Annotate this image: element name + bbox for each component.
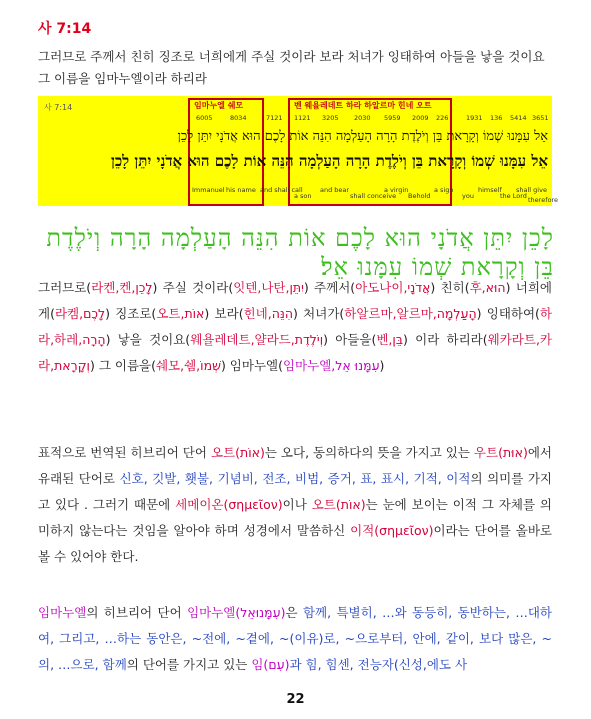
word-breakdown-paragraph [38, 275, 552, 379]
text: 은 [285, 605, 303, 620]
interlinear-hebrew-large: אֵל עִמָּנוּ שְׁמוֹ וְקָרָאת בֵּן וְיֹלֶדֶת הָרָה הָעַלְמָה הִנֵּה אוֹת לָכֶם הוּא אֲדֹנָי יִתֵּן לָכֵן [111, 152, 548, 170]
verse-korean-text: 그러므로 주께서 친히 징조로 너희에게 주실 것이라 보라 처녀가 잉태하여 아들을 낳을 것이요 그 이름을 임마누엘이라 하리라 [38, 49, 545, 86]
term: 벤,בֵּן [376, 332, 404, 347]
text: ) 잉태하여( [476, 306, 540, 321]
gloss: a son [294, 192, 312, 200]
text: ) 아들을( [323, 332, 377, 347]
text: ) 임마누엘( [220, 358, 283, 373]
strong-number: 7121 [266, 114, 283, 122]
strong-number: 2030 [354, 114, 371, 122]
strong-number: 5414 [510, 114, 527, 122]
term: 우트(אוּת) [473, 445, 528, 460]
term: 아도나이,אֲדֹנָי [355, 280, 431, 295]
term: 임마누엘,עִמָּנוּ אֵל [282, 358, 380, 373]
interlinear-ref: 사 7:14 [44, 103, 73, 112]
term: 이적(σημεῖον) [350, 523, 434, 538]
term: 오트(אוֹת) [210, 445, 265, 460]
strong-number: 226 [436, 114, 449, 122]
immanuel-paragraph [38, 600, 552, 678]
strong-number: 1931 [466, 114, 483, 122]
meaning-list: 신호, 깃발, 횃불, 기념비, 전조, 비범, 증거, 표, 표시, 기적, 이적 [119, 471, 471, 486]
text: ) 낳을 것이요( [105, 332, 191, 347]
term: 하라,하레,הָרָה [38, 306, 552, 347]
gloss: a virgin [384, 186, 409, 194]
gloss: you [462, 192, 474, 200]
strong-number: 8034 [230, 114, 247, 122]
gloss: the Lord [500, 192, 527, 200]
text: ) 주실 것이라( [152, 280, 234, 295]
text: ) 보라( [204, 306, 244, 321]
text: 는 눈에 보이는 이적 그 자체를 의미하지 않는다는 것임을 알아야 하며 성경에서 말씀하신 [38, 497, 552, 538]
strong-number: 5959 [384, 114, 401, 122]
meaning-list: 과 힘, 힘센, 전능자(신성,에도 사 [289, 657, 468, 672]
term: 라켐,לָכֶם [54, 306, 106, 321]
term: 세메이온(σημεῖον) [175, 497, 283, 512]
gloss: therefore [528, 196, 558, 204]
strong-number: 6005 [196, 114, 213, 122]
gloss: shall give [516, 186, 547, 194]
name-box-label: 임마누엘 쉐모 [194, 101, 244, 110]
strong-number: 2009 [412, 114, 429, 122]
text: 표적으로 번역된 히브리어 단어 [38, 445, 211, 460]
text: 그러므로( [38, 280, 92, 295]
term: 하알르마,알르마,הָעַלְמָה [344, 306, 477, 321]
verse-reference: 사 7:14 [38, 21, 92, 37]
strong-number: 3205 [322, 114, 339, 122]
gloss: his name [226, 186, 256, 194]
text: 이라는 단어를 올바로 볼 수 있어야 한다. [38, 523, 552, 564]
term: 힌네,הִנֵּה [243, 306, 294, 321]
meaning-list: 함께, 특별히, …와 동등히, 동반하는, …대하여, 그리고, …하는 동안은, ~전에, ~곁에, ~(이유)로, ~으로부터, 안에, 같이, 보다 많은, ~의, …으로, 함께 [38, 605, 552, 672]
strong-number: 3651 [532, 114, 549, 122]
strong-number: 1121 [294, 114, 311, 122]
text: ) 친히( [430, 280, 470, 295]
gloss: and shall call [260, 186, 303, 194]
strong-number: 136 [490, 114, 503, 122]
gloss: himself [478, 186, 502, 194]
term: 웨카라트,카라,וְקָרָאת [38, 332, 552, 373]
text: ) 징조로( [105, 306, 157, 321]
hebrew-verse: לָכֵן יִתֵּן אֲדֹנָי הוּא לָכֶם אוֹת הִנֵּה הָעַלְמָה הָרָה וְיֹלֶדֶת בֵּן וְקָרָאת שְׁמוֹ עִמָּנוּ אֵל׃ [46, 224, 554, 281]
text: ) 처녀가( [293, 306, 345, 321]
gloss: and bear [320, 186, 350, 194]
term: 임마누엘(עִמָּנוּאֵל) [187, 605, 286, 620]
gloss: shall conceive [350, 192, 397, 200]
gloss: Immanuel [192, 186, 225, 194]
term: 쉐모,쉠,שְׁמוֹ [155, 358, 221, 373]
text: 에서 유래된 단어로 [38, 445, 552, 486]
term: 임마누엘 [38, 605, 87, 620]
text: 이나 [282, 497, 312, 512]
term: 오트,אוֹת [156, 306, 205, 321]
term: 웨욜레데트,얄라드,וְיֹלֶדֶת [190, 332, 324, 347]
text: ) 그 이름을( [89, 358, 156, 373]
interlinear-hebrew: אֵל עִמָּנוּ שְׁמוֹ וְקָרָאת בֵּן וְיֹלֶדֶת הָרָה הָעַלְמָה הִנֵּה אוֹת לָכֶם הוּא אֲדֹנָי יִתֵּן לָכֵן [177, 129, 548, 144]
text: ) [379, 358, 385, 373]
gloss: a sign [434, 186, 454, 194]
term: 임(עִם) [251, 657, 290, 672]
gloss: Behold [408, 192, 431, 200]
interlinear-table [38, 96, 558, 206]
term: 라켄,켄,לָכֵן [91, 280, 153, 295]
term: 잇텐,나탄,יִתֵּן [233, 280, 304, 295]
text: ) 이라 하리라( [403, 332, 488, 347]
page-number: 22 [286, 692, 305, 707]
text: 의 히브리어 단어 [86, 605, 188, 620]
sign-explanation-paragraph [38, 440, 552, 570]
text: 의 단어를 가지고 있는 [126, 657, 252, 672]
text: ) 너희에게( [38, 280, 552, 321]
text: 는 오다, 동의하다의 뜻을 가지고 있는 [264, 445, 474, 460]
term: 오트(אוֹת) [311, 497, 366, 512]
text: 의 의미를 가지고 있다 . 그러기 때문에 [38, 471, 553, 512]
text: ) 주께서( [303, 280, 356, 295]
sign-box-label: 벤 웨욜레데트 하라 하알르마 힌네 오트 [294, 101, 432, 110]
term: 후,הוּא [469, 280, 506, 295]
